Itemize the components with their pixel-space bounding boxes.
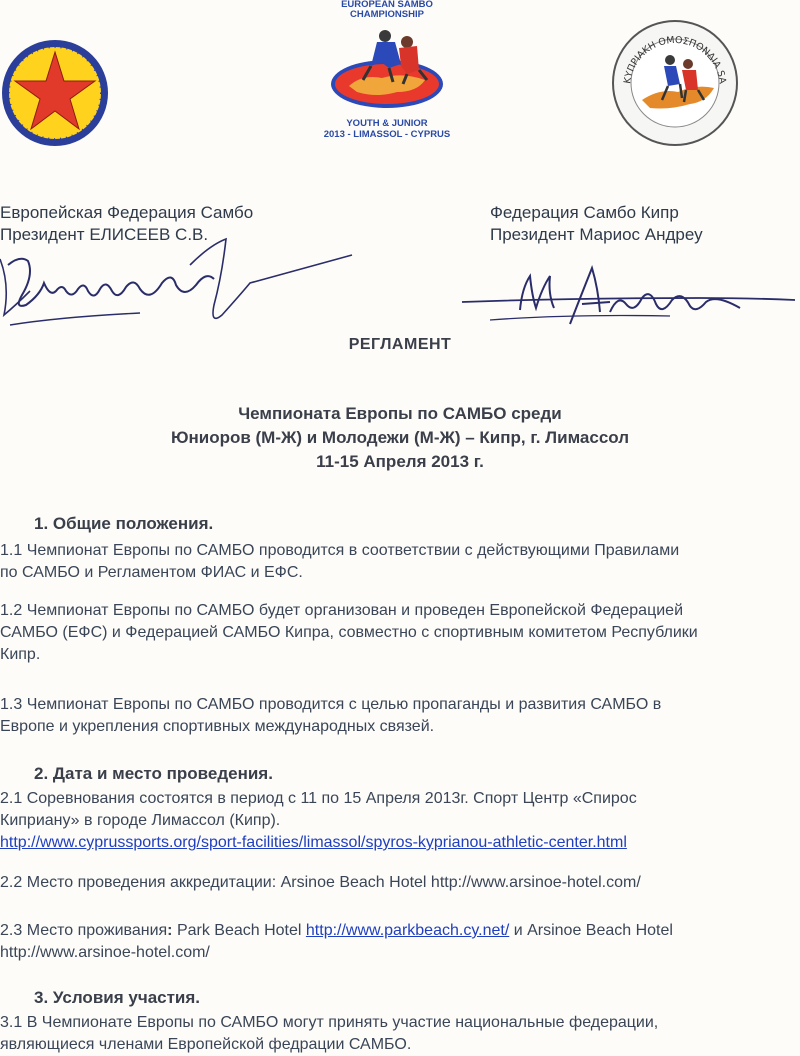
signature-right (450, 258, 800, 338)
paragraph-line: 1.1 Чемпионат Европы по САМБО проводится в соответствии с действующими Правилами (0, 542, 680, 559)
championship-logo (312, 0, 462, 145)
logo-subtitle-line-1: YOUTH & JUNIOR (346, 118, 428, 129)
paragraph-2-3 (0, 920, 800, 964)
paragraph-2-2 (0, 872, 800, 894)
signatory-right (490, 202, 703, 246)
paragraph-text: и Arsinoe Beach Hotel (509, 922, 673, 939)
paragraph-1-2 (0, 600, 800, 666)
cyprus-federation-logo (610, 18, 740, 148)
signatory-left-name: Президент ЕЛИСЕЕВ С.В. (0, 225, 209, 244)
star-emblem-icon (0, 38, 110, 148)
paragraph-colon: : (167, 922, 173, 939)
paragraph-line: Кипр. (0, 646, 41, 663)
paragraph-line: http://www.arsinoe-hotel.com/ (0, 944, 210, 961)
paragraph-1-1 (0, 540, 800, 584)
paragraph-line: по САМБО и Регламентом ФИАС и ЕФС. (0, 564, 303, 581)
heading-line-1: Чемпионата Европы по САМБО среди (238, 404, 562, 423)
section-3-heading: 3. Условия участия. (34, 988, 201, 1007)
sambo-wrestlers-cyprus-icon (327, 22, 447, 112)
paragraph-line: Киприану» в городе Лимассол (Кипр). (0, 812, 281, 829)
section-1-heading: 1. Общие положения. (34, 514, 214, 533)
section-2-heading: 2. Дата и место проведения. (34, 764, 273, 783)
paragraph-line: 1.3 Чемпионат Европы по САМБО проводится с целью пропаганды и развития САМБО в (0, 696, 662, 713)
paragraph-2-1 (0, 788, 800, 854)
paragraph-3-1 (0, 1012, 800, 1056)
document-title: РЕГЛАМЕНТ (348, 336, 452, 353)
paragraph-line: 1.2 Чемпионат Европы по САМБО будет организован и проведен Европейской Федерацией (0, 602, 684, 619)
signatory-left-org: Европейская Федерация Самбо (0, 203, 254, 222)
heading-line-3: 11-15 Апреля 2013 г. (316, 452, 484, 471)
paragraph-line: Европе и укрепления спортивных международных связей. (0, 718, 435, 735)
logo-title-line-2: CHAMPIONSHIP (350, 9, 424, 20)
seal-ring-text: ΚΥΠΡΙΑΚΗ ΟΜΟΣΠΟΝΔΙΑ SA (622, 34, 728, 85)
paragraph-line: 2.2 Место проведения аккредитации: Arsinoe Beach Hotel http://www.arsinoe-hotel.com/ (0, 874, 641, 891)
paragraph-line: 2.1 Соревнования состоятся в период с 11 по 15 Апреля 2013г. Спорт Центр «Спирос (0, 790, 637, 807)
signatory-right-org: Федерация Самбо Кипр (490, 203, 679, 222)
paragraph-line: САМБО (ЕФС) и Федерацией САМБО Кипра, совместно с спортивным комитетом Республики (0, 624, 698, 641)
paragraph-1-3 (0, 694, 800, 738)
logo-subtitle-line-2: 2013 - LIMASSOL - CYPRUS (323, 129, 451, 140)
signatory-right-name: Президент Мариос Андреу (490, 225, 703, 244)
park-beach-link[interactable]: http://www.parkbeach.cy.net/ (305, 922, 510, 939)
cyprus-federation-seal-icon (610, 18, 740, 148)
paragraph-text: Park Beach Hotel (172, 922, 306, 939)
signatory-left (0, 202, 253, 246)
sports-center-link[interactable]: http://www.cyprussports.org/sport-facilities/limassol/spyros-kyprianou-athletic-center.html (0, 834, 627, 851)
paragraph-text: 2.3 Место проживания (0, 922, 168, 939)
paragraph-line: 3.1 В Чемпионате Европы по САМБО могут принять участие национальные федерации, (0, 1014, 659, 1031)
esf-logo (0, 38, 110, 148)
heading-line-2: Юниоров (М-Ж) и Молодежи (М-Ж) – Кипр, г. Лимассол (170, 428, 630, 447)
logo-title-line-1: EUROPEAN SAMBO (341, 0, 433, 10)
paragraph-line: являющиеся членами Европейской федрации САМБО. (0, 1036, 412, 1053)
